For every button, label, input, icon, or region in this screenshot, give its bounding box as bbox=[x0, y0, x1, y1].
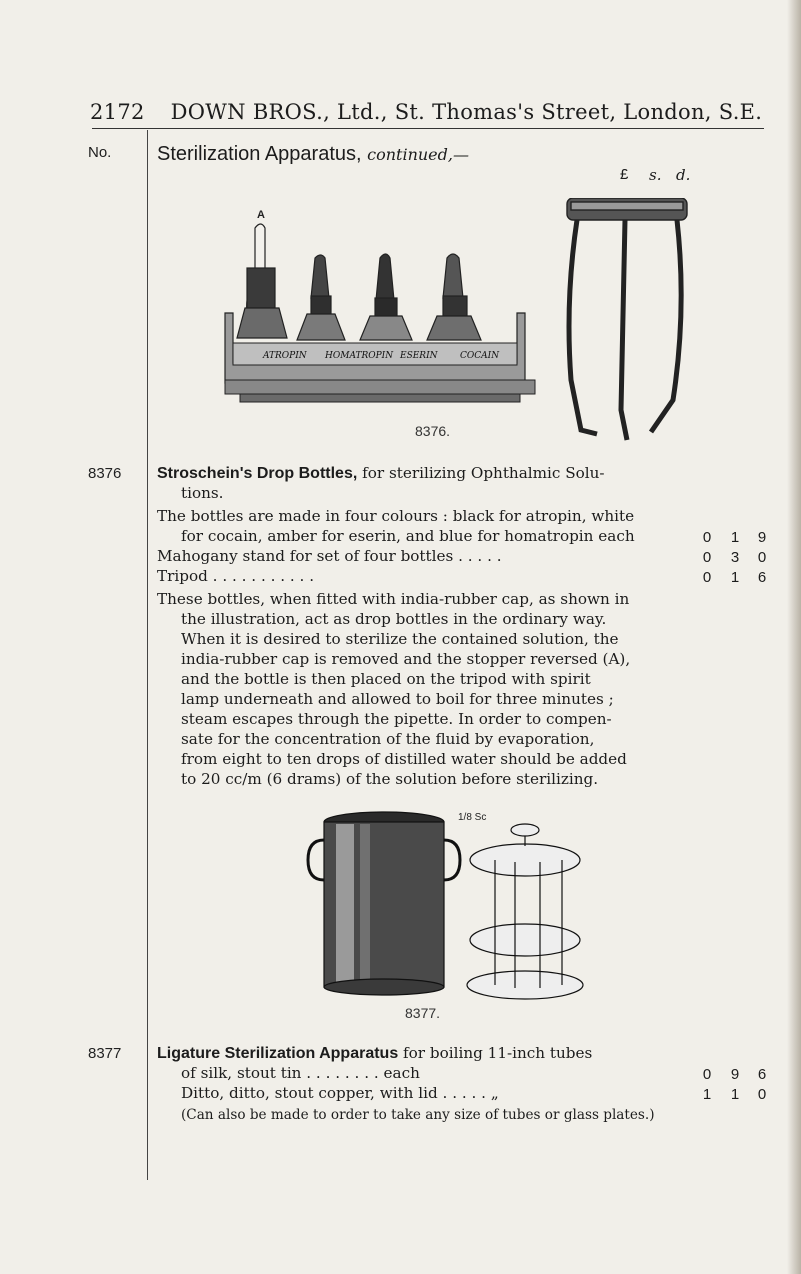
tin-cylinder bbox=[308, 812, 460, 995]
item-8376-line-6: These bottles, when fitted with india-rubber cap, as shown in bbox=[157, 590, 630, 608]
section-continued: continued,— bbox=[367, 145, 469, 164]
item-8377-line-0: Ligature Sterilization Apparatus for boiling 11-inch tubes bbox=[157, 1044, 593, 1062]
stand-label-homatropin: HOMATROPIN bbox=[325, 351, 394, 361]
scale-note: 1/8 Sc bbox=[458, 812, 487, 823]
item-8377-footnote: (Can also be made to order to take any size of tubes or glass plates.) bbox=[181, 1107, 655, 1123]
item-8376-line-11: lamp underneath and allowed to boil for three minutes ; bbox=[181, 690, 614, 708]
item-8377-name: Ligature Sterilization Apparatus bbox=[157, 1045, 399, 1062]
stand-label-atropin: ATROPIN bbox=[263, 351, 307, 361]
item-number-8377: 8377 bbox=[88, 1045, 122, 1062]
item-8376-line-1: tions. bbox=[181, 484, 224, 502]
pence-symbol: d. bbox=[676, 166, 691, 184]
item-8377-line-2: Ditto, ditto, stout copper, with lid . . . . . „ bbox=[181, 1084, 499, 1102]
item-8376-line-12: steam escapes through the pipette. In order to compen- bbox=[181, 710, 612, 728]
tripod bbox=[567, 198, 687, 440]
section-title bbox=[157, 143, 469, 166]
item-8376-line-10: and the bottle is then placed on the tripod with spirit bbox=[181, 670, 591, 688]
stand-label-eserin: ESERIN bbox=[400, 351, 438, 361]
header-rule bbox=[92, 128, 764, 129]
item-8376-line-8: When it is desired to sterilize the contained solution, the bbox=[181, 630, 619, 648]
column-rule bbox=[147, 130, 148, 1180]
tube-rack bbox=[467, 824, 583, 999]
label-a: A bbox=[257, 209, 265, 221]
shillings-symbol: s. bbox=[649, 166, 662, 184]
bottle-3 bbox=[360, 254, 412, 340]
bottle-4 bbox=[427, 254, 481, 340]
item-8376-line-13: sate for the concentration of the fluid by evaporation, bbox=[181, 730, 595, 748]
item-8377-line-1: of silk, stout tin . . . . . . . . each bbox=[181, 1064, 420, 1082]
number-column-label: No. bbox=[88, 144, 112, 161]
ligature-sterilizer-illustration bbox=[300, 800, 630, 1000]
item-8376-line-2: The bottles are made in four colours : black for atropin, white bbox=[157, 507, 635, 525]
item-8376-line-0: Stroschein's Drop Bottles, for sterilizing Ophthalmic Solu- bbox=[157, 464, 605, 482]
item-8376-line-3: for cocain, amber for eserin, and blue for homatropin each bbox=[181, 527, 635, 545]
item-8376-name: Stroschein's Drop Bottles, bbox=[157, 465, 358, 482]
drop-bottles-illustration bbox=[215, 198, 735, 448]
page-edge-shadow bbox=[787, 0, 801, 1274]
publisher-line: DOWN BROS., Ltd., St. Thomas's Street, London, S.E. bbox=[170, 100, 763, 124]
pounds-symbol: £ bbox=[620, 166, 629, 183]
figure-caption-8377: 8377. bbox=[405, 1005, 441, 1021]
item-8376-line-4: Mahogany stand for set of four bottles . . . . . bbox=[157, 547, 502, 565]
bottle-2 bbox=[297, 255, 345, 340]
item-8376-line-5: Tripod . . . . . . . . . . . bbox=[157, 567, 315, 585]
running-header bbox=[90, 100, 762, 124]
item-number-8376: 8376 bbox=[88, 465, 122, 482]
item-8376-line-7: the illustration, act as drop bottles in the ordinary way. bbox=[181, 610, 607, 628]
section-title-text: Sterilization Apparatus, bbox=[157, 143, 362, 165]
stand-label-cocain: COCAIN bbox=[460, 351, 500, 361]
item-8376-line-9: india-rubber cap is removed and the stopper reversed (A), bbox=[181, 650, 631, 668]
item-8376-line-15: to 20 cc/m (6 drams) of the solution before sterilizing. bbox=[181, 770, 599, 788]
bottle-1 bbox=[237, 224, 287, 338]
item-8376-line-14: from eight to ten drops of distilled water should be added bbox=[181, 750, 627, 768]
figure-caption-8376: 8376. bbox=[415, 423, 451, 439]
page-number: 2172 bbox=[90, 100, 145, 124]
